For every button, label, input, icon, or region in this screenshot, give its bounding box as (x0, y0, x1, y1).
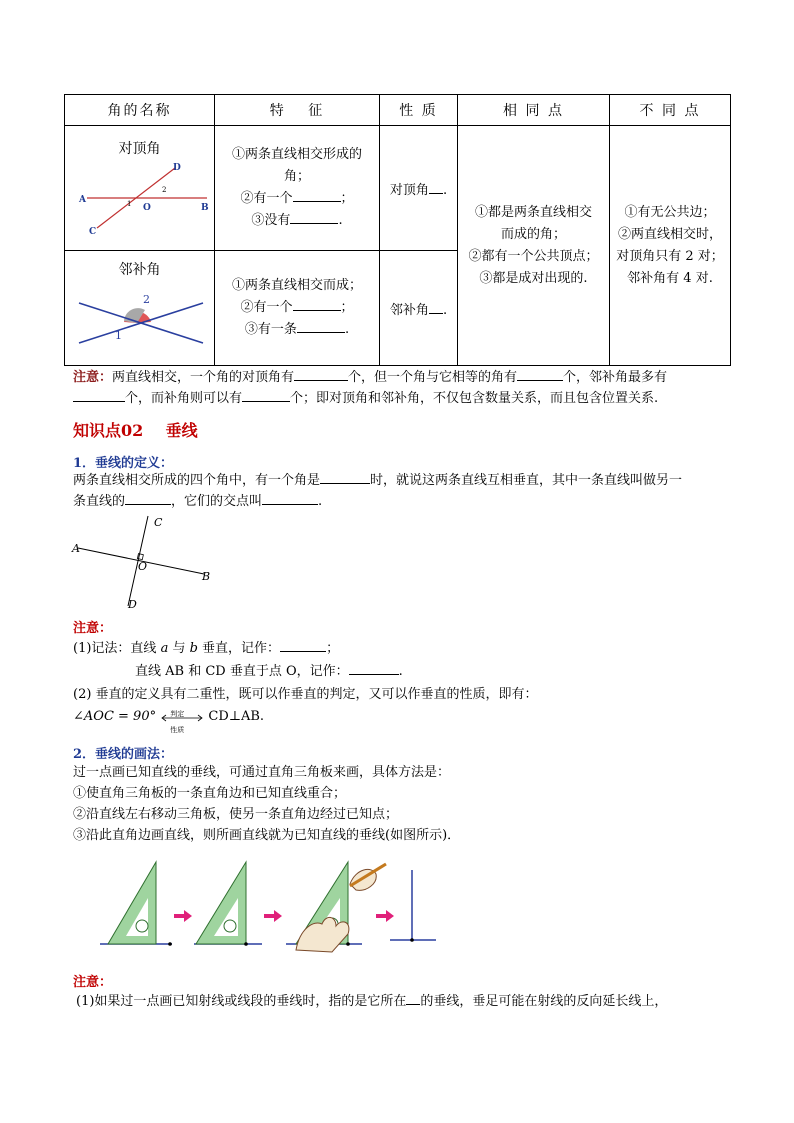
perpendicular-figure (70, 512, 220, 612)
def-heading: 1．垂线的定义： (73, 456, 174, 471)
fig2-angle-2: 2 (143, 293, 150, 306)
fig3-label-a: A (72, 542, 80, 555)
def-paragraph: 两条直线相交所成的四个角中，有一个角是 时，就说这两条直线互相垂直，其中一条直线叫做另一 条直线的 ，它们的交点叫 . (73, 473, 683, 509)
fig1-angle-1: 1 (127, 200, 132, 208)
adjacent-angle-figure (65, 251, 215, 365)
note2-body: (1)记法：直线 a 与 b 垂直，记作： ； 直线 AB 和 CD 垂直于点 O，记作： . (2) 垂直的定义具有二重性，既可以作垂直的判定，又可以作垂直的性质，即有： (73, 641, 538, 702)
formula-line: ∠AOC = 90° 判定 性质 CD⊥AB. (73, 709, 265, 734)
draw-steps: 过一点画已知直线的垂线，可通过直角三角板来画，具体方法是： ①使直角三角板的一条直角边和已知直线重合； ②沿直线左右移动三角板，使另一条直角边经过已知点； ③沿此直角边画直线，则所画直线就为已知直线的垂线(如图所示)． (73, 765, 461, 843)
fig3-label-o: O (138, 560, 148, 573)
angle-comparison-table (64, 94, 731, 366)
cell-adjacent-property: 邻补角 . (380, 251, 458, 366)
fig1-label-c: C (89, 227, 97, 237)
note3-label: 注意： (73, 975, 113, 990)
note2-label: 注意： (73, 621, 113, 636)
note3-body: (1)如果过一点画已知射线或线段的垂线时，指的是它所在 的垂线，垂足可能在射线的反向延长线上， (76, 994, 668, 1009)
section-title: 知识点02 垂线 (73, 421, 198, 440)
cell-adjacent-feature: ①两条直线相交而成； ②有一个 ； ③有一条 . (215, 251, 380, 366)
fig1-label-b: B (201, 203, 209, 213)
header-feature: 特 征 (215, 95, 380, 126)
v-feat-2: 角； (283, 169, 310, 184)
header-diff: 不 同 点 (610, 95, 731, 126)
header-property: 性 质 (380, 95, 458, 126)
fig1-label-d: D (173, 163, 181, 173)
cell-vertical-angle (65, 126, 215, 251)
fig2-angle-1: 1 (115, 329, 122, 342)
fig3-label-d: D (128, 598, 137, 611)
cell-vertical-feature (215, 126, 380, 251)
fig3-label-b: B (202, 570, 211, 583)
v-feat-3: ②有一个 ； (240, 191, 354, 206)
v-feat-1: ①两条直线相交形成的 (231, 147, 362, 162)
v-feat-4: ③没有 . (251, 213, 343, 228)
adjacent-angle-title: 邻补角 (118, 262, 161, 278)
draw-heading: 2．垂线的画法： (73, 747, 174, 762)
fig3-label-c: C (154, 516, 163, 529)
note-vertical-adjacent: 注意：两直线相交，一个角的对顶角有 个，但一个角与它相等的角有 个，邻补角最多有 个，而补角则可以有 个；即对顶角和邻补角，不仅包含数量关系，而且包含位置关系. (73, 370, 668, 406)
header-name: 角的名称 (65, 95, 215, 126)
header-same: 相 同 点 (458, 95, 610, 126)
vertical-angle-title: 对顶角 (118, 141, 161, 157)
cell-same-points: ①都是两条直线相交 而成的角； ②都有一个公共顶点； ③都是成对出现的. (458, 126, 610, 366)
vertical-angle-figure (65, 126, 215, 250)
drawing-steps-figure (100, 858, 440, 954)
fig1-label-o: O (143, 203, 151, 213)
fig1-label-a: A (79, 195, 86, 205)
cell-adjacent-angle (65, 251, 215, 366)
fig1-angle-2: 2 (162, 186, 167, 194)
cell-vertical-property: 对顶角 . (380, 126, 458, 251)
table-row-vertical-angle (65, 126, 731, 251)
table-header-row (65, 95, 731, 126)
cell-diff-points: ①有无公共边； ②两直线相交时， 对顶角只有 2 对； 邻补角有 4 对. (610, 126, 731, 366)
